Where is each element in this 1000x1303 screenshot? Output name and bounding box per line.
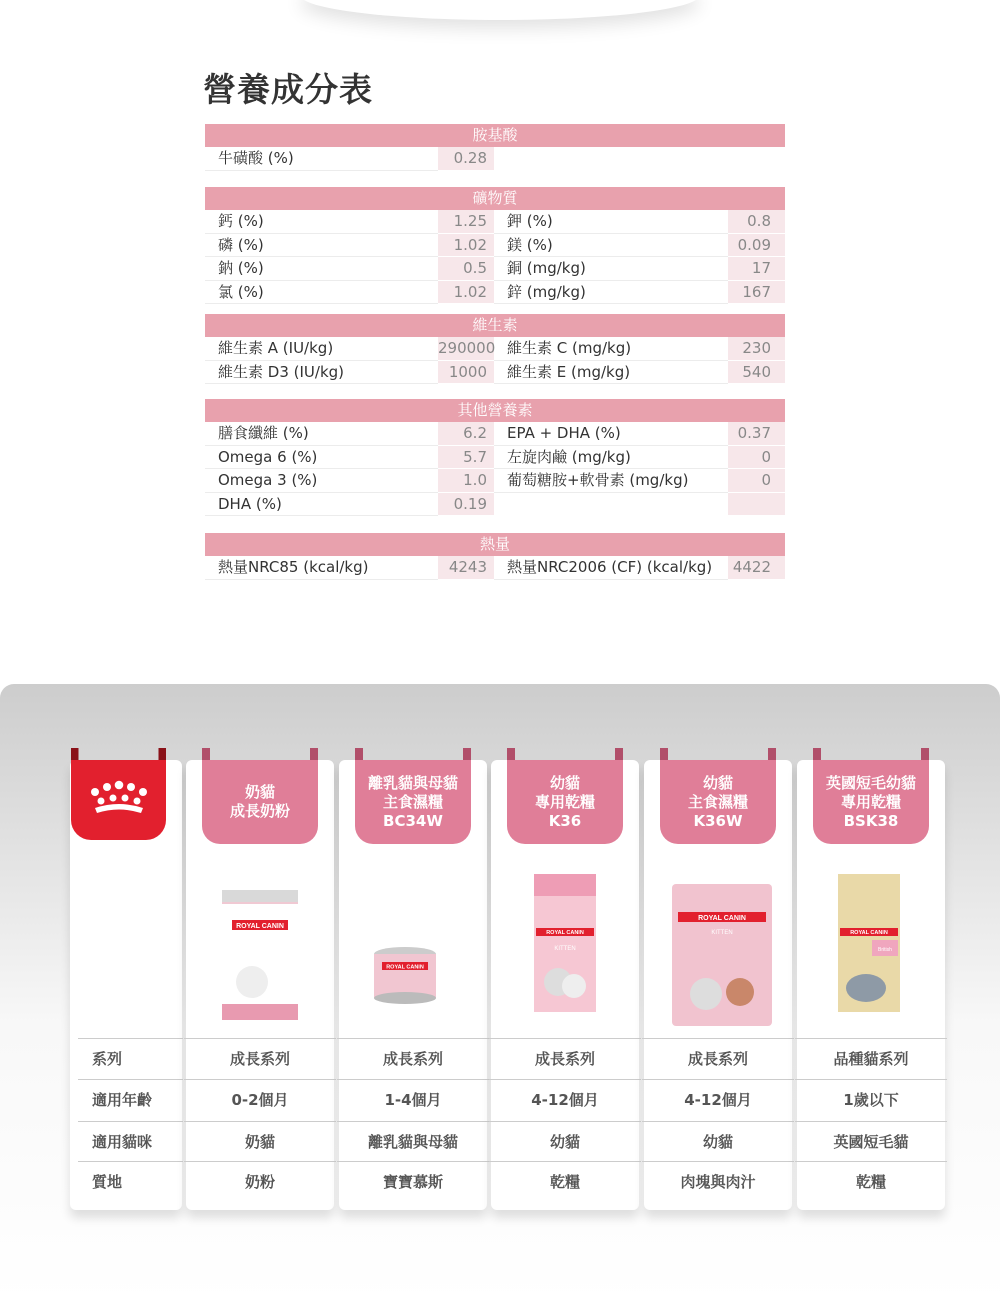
product-name-ribbon[interactable]: 離乳貓與母貓 主食濕糧 BC34W (355, 760, 471, 844)
section-header: 其他營養素 (205, 399, 785, 422)
nutrient-row (205, 147, 785, 171)
nutrient-row (205, 234, 785, 258)
top-shadow (300, 0, 700, 20)
nutrient-value: 1000 (438, 361, 494, 385)
nutrient-label: 維生素 D3 (IU/kg) (205, 361, 438, 385)
nutrient-value: 230 (728, 337, 785, 361)
spec-cell: 4-12個月 (489, 1079, 641, 1120)
spec-cell: 乾糧 (795, 1161, 947, 1202)
nutrient-value (728, 493, 785, 517)
row-label: 適用貓咪 (78, 1121, 183, 1162)
product-name-ribbon[interactable]: 幼貓 主食濕糧 K36W (660, 760, 776, 844)
spec-cell: 1-4個月 (337, 1079, 489, 1120)
nutrient-row (205, 210, 785, 234)
spec-cell: 肉塊與肉汁 (642, 1161, 794, 1202)
nutrient-label (494, 147, 728, 171)
nutrient-value: 167 (728, 281, 785, 305)
spec-cell: 成長系列 (337, 1038, 489, 1079)
nutrient-label: Omega 6 (%) (205, 446, 438, 470)
row-label: 適用年齡 (78, 1079, 183, 1120)
product-name-ribbon[interactable]: 奶貓 成長奶粉 (202, 760, 318, 844)
nutrient-label: 膳食纖維 (%) (205, 422, 438, 446)
nutrient-label: 熱量NRC2006 (CF) (kcal/kg) (494, 556, 728, 580)
nutrient-value: 1.25 (438, 210, 494, 234)
nutrient-value: 17 (728, 257, 785, 281)
section-header: 胺基酸 (205, 124, 785, 147)
nutrient-label: EPA + DHA (%) (494, 422, 728, 446)
nutrient-label: 熱量NRC85 (kcal/kg) (205, 556, 438, 580)
nutrition-section (205, 533, 785, 580)
row-label: 系列 (78, 1038, 183, 1079)
section-header: 熱量 (205, 533, 785, 556)
nutrient-label: 磷 (%) (205, 234, 438, 258)
nutrient-label: 維生素 E (mg/kg) (494, 361, 728, 385)
section-header: 礦物質 (205, 187, 785, 210)
nutrient-label: 葡萄糖胺+軟骨素 (mg/kg) (494, 469, 728, 493)
page-title: 營養成分表 (203, 70, 373, 109)
spec-cell: 成長系列 (642, 1038, 794, 1079)
nutrient-row (205, 257, 785, 281)
spec-cell: 奶粉 (184, 1161, 336, 1202)
nutrient-row (205, 337, 785, 361)
spec-cell: 英國短毛貓 (795, 1121, 947, 1162)
nutrient-value: 4422 (728, 556, 785, 580)
nutrient-value: 1.02 (438, 234, 494, 258)
product-name-ribbon[interactable]: 英國短毛幼貓 專用乾糧 BSK38 (813, 760, 929, 844)
nutrient-value: 1.02 (438, 281, 494, 305)
nutrient-row (205, 556, 785, 580)
nutrient-label: 牛磺酸 (%) (205, 147, 438, 171)
spec-cell: 品種貓系列 (795, 1038, 947, 1079)
spec-cell: 4-12個月 (642, 1079, 794, 1120)
nutrient-label: 鉀 (%) (494, 210, 728, 234)
nutrient-row (205, 361, 785, 385)
product-image[interactable] (217, 890, 303, 1020)
section-header: 維生素 (205, 314, 785, 337)
nutrient-value: 0.28 (438, 147, 494, 171)
product-image[interactable] (834, 870, 904, 1016)
nutrient-value: 540 (728, 361, 785, 385)
nutrient-value: 5.7 (438, 446, 494, 470)
nutrient-value: 0.09 (728, 234, 785, 258)
spec-cell: 1歲以下 (795, 1079, 947, 1120)
spec-cell: 寶寶慕斯 (337, 1161, 489, 1202)
spec-cell: 乾糧 (489, 1161, 641, 1202)
nutrient-label: 鈉 (%) (205, 257, 438, 281)
nutrient-value (728, 147, 785, 171)
nutrient-label: 氯 (%) (205, 281, 438, 305)
product-image[interactable] (530, 870, 600, 1016)
nutrient-value: 1.0 (438, 469, 494, 493)
nutrient-label: 鎂 (%) (494, 234, 728, 258)
nutrient-value: 0.5 (438, 257, 494, 281)
nutrient-value: 4243 (438, 556, 494, 580)
nutrient-value: 6.2 (438, 422, 494, 446)
spec-cell: 離乳貓與母貓 (337, 1121, 489, 1162)
nutrition-section (205, 124, 785, 171)
spec-cell: 成長系列 (489, 1038, 641, 1079)
nutrient-value: 0.37 (728, 422, 785, 446)
product-name-ribbon[interactable]: 幼貓 專用乾糧 K36 (507, 760, 623, 844)
brand-logo (71, 760, 166, 840)
nutrient-label: Omega 3 (%) (205, 469, 438, 493)
nutrient-value: 0 (728, 469, 785, 493)
svg-text:KITTEN: KITTEN (711, 930, 733, 936)
product-image[interactable] (372, 946, 438, 1006)
product-image[interactable] (670, 882, 774, 1028)
nutrient-label: 銅 (mg/kg) (494, 257, 728, 281)
nutrient-row (205, 493, 785, 517)
nutrient-label: 鈣 (%) (205, 210, 438, 234)
svg-text:KITTEN: KITTEN (554, 946, 576, 952)
nutrition-section (205, 399, 785, 516)
nutrient-label: 左旋肉鹼 (mg/kg) (494, 446, 728, 470)
nutrient-label: 維生素 A (IU/kg) (205, 337, 438, 361)
spec-cell: 奶貓 (184, 1121, 336, 1162)
nutrient-row (205, 281, 785, 305)
nutrient-label: 維生素 C (mg/kg) (494, 337, 728, 361)
nutrition-section (205, 187, 785, 304)
nutrient-label: DHA (%) (205, 493, 438, 517)
svg-text:ROYAL CANIN: ROYAL CANIN (236, 923, 284, 930)
nutrition-section (205, 314, 785, 384)
svg-text:ROYAL CANIN: ROYAL CANIN (850, 930, 888, 936)
row-label: 質地 (78, 1161, 183, 1202)
svg-text:British: British (878, 947, 892, 953)
nutrient-label: 鋅 (mg/kg) (494, 281, 728, 305)
nutrient-value: 290000 (438, 337, 494, 361)
nutrient-value: 0.19 (438, 493, 494, 517)
spec-cell: 幼貓 (642, 1121, 794, 1162)
nutrient-row (205, 446, 785, 470)
spec-cell: 幼貓 (489, 1121, 641, 1162)
nutrient-value: 0.8 (728, 210, 785, 234)
nutrient-label (494, 493, 728, 517)
svg-text:ROYAL CANIN: ROYAL CANIN (386, 964, 424, 971)
svg-text:ROYAL CANIN: ROYAL CANIN (698, 915, 746, 922)
nutrient-row (205, 469, 785, 493)
nutrient-value: 0 (728, 446, 785, 470)
nutrient-row (205, 422, 785, 446)
spec-cell: 成長系列 (184, 1038, 336, 1079)
spec-cell: 0-2個月 (184, 1079, 336, 1120)
crown-icon (87, 780, 151, 818)
svg-text:ROYAL CANIN: ROYAL CANIN (546, 930, 584, 936)
